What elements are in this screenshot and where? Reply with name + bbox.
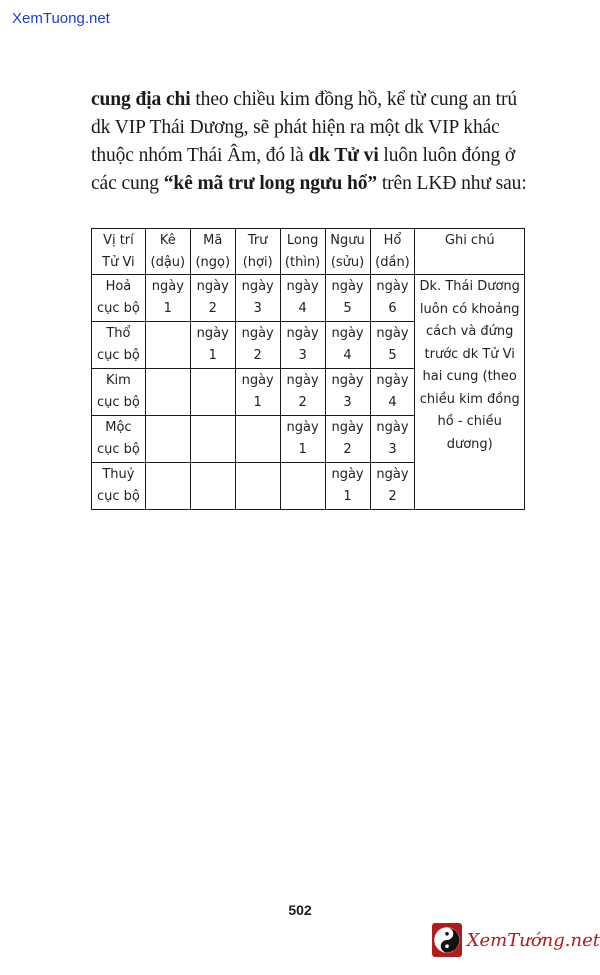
table-cell: ngày 1 bbox=[190, 322, 235, 369]
table-cell: ngày 2 bbox=[370, 463, 415, 510]
paragraph-text-2: luôn luôn đóng ở các cung bbox=[91, 145, 516, 194]
body-paragraph bbox=[91, 86, 527, 198]
table-cell: ngày 3 bbox=[370, 416, 415, 463]
header-tru: Trư (hợi) bbox=[235, 229, 280, 275]
table-cell bbox=[145, 369, 190, 416]
table-cell: ngày 4 bbox=[370, 369, 415, 416]
table-cell bbox=[190, 463, 235, 510]
table-cell: ngày 4 bbox=[280, 275, 325, 322]
table-cell bbox=[190, 369, 235, 416]
table-cell bbox=[190, 416, 235, 463]
table-cell bbox=[235, 463, 280, 510]
table-cell: ngày 3 bbox=[280, 322, 325, 369]
header-ke: Kê (dậu) bbox=[145, 229, 190, 275]
table-cell: ngày 5 bbox=[370, 322, 415, 369]
header-long: Long (thìn) bbox=[280, 229, 325, 275]
row-label: Kim cục bộ bbox=[92, 369, 146, 416]
paragraph-text-3: trên LKĐ như sau: bbox=[377, 173, 527, 194]
bold-phrase-quote: “kê mã trư long ngưu hổ” bbox=[163, 173, 378, 194]
table-cell bbox=[145, 322, 190, 369]
header-ho: Hổ (dần) bbox=[370, 229, 415, 275]
table-cell bbox=[280, 463, 325, 510]
table-cell bbox=[235, 416, 280, 463]
table-cell: ngày 1 bbox=[145, 275, 190, 322]
position-table bbox=[91, 228, 525, 510]
table-cell: ngày 1 bbox=[325, 463, 370, 510]
header-ghi-chu: Ghi chú bbox=[415, 229, 525, 275]
row-label: Thổ cục bộ bbox=[92, 322, 146, 369]
table-cell: ngày 2 bbox=[280, 369, 325, 416]
table-cell: ngày 3 bbox=[235, 275, 280, 322]
table-cell: ngày 1 bbox=[280, 416, 325, 463]
header-nguu: Ngưu (sửu) bbox=[325, 229, 370, 275]
header-vi-tri: Vị trí Tử Vi bbox=[92, 229, 146, 275]
table-row bbox=[92, 275, 525, 322]
page-number: 502 bbox=[288, 902, 312, 918]
row-label: Hoả cục bộ bbox=[92, 275, 146, 322]
table-cell: ngày 5 bbox=[325, 275, 370, 322]
table-cell: ngày 1 bbox=[235, 369, 280, 416]
paragraph-text-1: theo chiều kim đồng hồ, kể từ cung an trú dk VIP Thái Dương, sẽ phát hiện ra một dk VIP khác thuộc nhóm Thái Âm, đó là bbox=[91, 89, 518, 166]
table-cell bbox=[145, 416, 190, 463]
note-cell: Dk. Thái Dương luôn có khoảng cách và đứng trước dk Tử Vi hai cung (theo chiều kim đồng hồ - chiều dương) bbox=[415, 275, 525, 510]
table-cell: ngày 3 bbox=[325, 369, 370, 416]
table-cell: ngày 2 bbox=[190, 275, 235, 322]
row-label: Mộc cục bộ bbox=[92, 416, 146, 463]
header-ma: Mã (ngọ) bbox=[190, 229, 235, 275]
table-cell: ngày 2 bbox=[325, 416, 370, 463]
logo-badge bbox=[432, 923, 462, 957]
watermark-site-name: XemTuong.net bbox=[12, 10, 110, 27]
table-cell: ngày 6 bbox=[370, 275, 415, 322]
logo-text: XemTướng.net bbox=[466, 929, 600, 951]
site-logo bbox=[432, 922, 600, 958]
yin-yang-icon bbox=[434, 927, 460, 953]
table-cell: ngày 4 bbox=[325, 322, 370, 369]
bold-phrase-dk-tu-vi: dk Tử vi bbox=[308, 145, 379, 166]
table-cell bbox=[145, 463, 190, 510]
table-header-row bbox=[92, 229, 525, 275]
bold-phrase-cung-dia-chi: cung địa chi bbox=[91, 89, 191, 110]
table-cell: ngày 2 bbox=[235, 322, 280, 369]
row-label: Thuỷ cục bộ bbox=[92, 463, 146, 510]
